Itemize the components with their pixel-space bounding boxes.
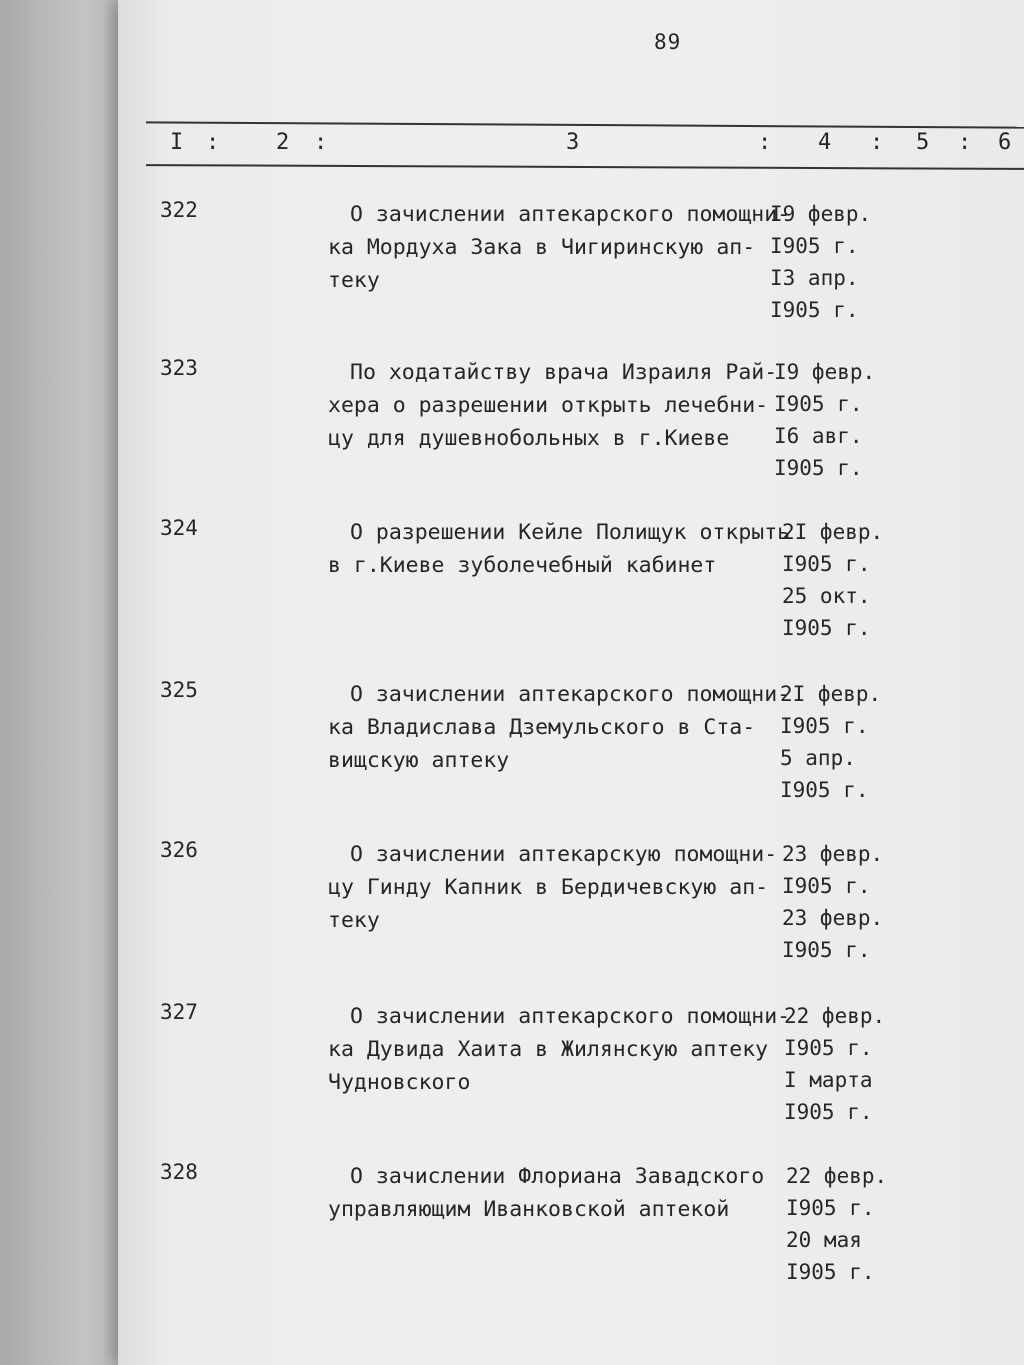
entry-number: 326 — [160, 838, 198, 862]
entry-324 — [118, 516, 1024, 646]
date-line: I905 г. — [784, 1100, 873, 1124]
description-line: О зачислении аптекарского помощни- — [350, 682, 791, 707]
column-separator: : — [314, 130, 328, 155]
description-line: Чудновского — [328, 1070, 471, 1095]
entry-325 — [118, 678, 1024, 808]
entry-description — [328, 838, 778, 937]
date-line: I905 г. — [774, 392, 863, 416]
header-rule-bottom — [146, 164, 1024, 170]
description-line: хера о разрешении открыть лечебни- — [328, 393, 769, 418]
column-header-row — [118, 130, 1024, 162]
entry-dates — [780, 678, 900, 806]
description-line: О разрешении Кейле Полищук открыть — [350, 520, 791, 545]
column-header-3: 3 — [566, 130, 580, 155]
column-separator: : — [206, 130, 220, 155]
column-separator: : — [758, 130, 772, 155]
date-line: I905 г. — [782, 552, 871, 576]
date-line: I905 г. — [782, 874, 871, 898]
column-separator: : — [958, 130, 972, 155]
entry-323 — [118, 356, 1024, 486]
date-line: I3 апр. — [770, 266, 859, 290]
description-line: По ходатайству врача Израиля Рай- — [350, 360, 778, 385]
entry-dates — [774, 356, 894, 484]
document-sheet — [118, 0, 1024, 1365]
entry-number: 327 — [160, 1000, 198, 1024]
column-header-6: 6 — [998, 130, 1012, 155]
date-line: I905 г. — [786, 1196, 875, 1220]
entry-number: 325 — [160, 678, 198, 702]
entry-dates — [784, 1000, 904, 1128]
date-line: I9 февр. — [770, 202, 872, 226]
date-line: I905 г. — [780, 714, 869, 738]
entry-description — [328, 356, 778, 455]
date-line: 5 апр. — [780, 746, 856, 770]
entry-number: 324 — [160, 516, 198, 540]
entry-dates — [782, 838, 902, 966]
date-line: I905 г. — [770, 234, 859, 258]
entry-dates — [786, 1160, 906, 1288]
date-line: 2I февр. — [780, 682, 882, 706]
date-line: 23 февр. — [782, 906, 884, 930]
date-line: I905 г. — [782, 938, 871, 962]
description-line: теку — [328, 268, 380, 293]
description-line: ка Дувида Хаита в Жилянскую аптеку — [328, 1037, 769, 1062]
date-line: I905 г. — [770, 298, 859, 322]
date-line: I905 г. — [784, 1036, 873, 1060]
entry-328 — [118, 1160, 1024, 1290]
description-line: О зачислении аптекарского помощни- — [350, 1004, 791, 1029]
entry-number: 323 — [160, 356, 198, 380]
column-header-2: 2 — [276, 130, 290, 155]
date-line: 22 февр. — [784, 1004, 886, 1028]
date-line: I905 г. — [780, 778, 869, 802]
date-line: I9 февр. — [774, 360, 876, 384]
entry-description — [328, 678, 791, 777]
date-line: 22 февр. — [786, 1164, 888, 1188]
page-number: 89 — [654, 30, 682, 54]
description-line: цу Гинду Капник в Бердичевскую ап- — [328, 875, 769, 900]
entry-322 — [118, 198, 1024, 328]
column-header-4: 4 — [818, 130, 832, 155]
entry-number: 328 — [160, 1160, 198, 1184]
date-line: I6 авг. — [774, 424, 863, 448]
description-line: цу для душевнобольных в г.Киеве — [328, 426, 730, 451]
description-line: ка Мордуха Зака в Чигиринскую ап- — [328, 235, 756, 260]
date-line: 20 мая — [786, 1228, 862, 1252]
date-line: I905 г. — [786, 1260, 875, 1284]
description-line: О зачислении Флориана Завадского — [350, 1164, 765, 1189]
entry-dates — [770, 198, 890, 326]
entry-description — [328, 1000, 791, 1099]
header-rule-top — [146, 121, 1024, 128]
entry-description — [328, 198, 791, 297]
column-separator: : — [870, 130, 884, 155]
entry-326 — [118, 838, 1024, 968]
description-line: в г.Киеве зуболечебный кабинет — [328, 553, 717, 578]
date-line: I марта — [784, 1068, 873, 1092]
date-line: I905 г. — [782, 616, 871, 640]
description-line: О зачислении аптекарскую помощни- — [350, 842, 778, 867]
description-line: управляющим Иванковской аптекой — [328, 1197, 730, 1222]
column-header-1: I — [170, 130, 184, 155]
column-header-5: 5 — [916, 130, 930, 155]
entry-327 — [118, 1000, 1024, 1130]
date-line: 25 окт. — [782, 584, 871, 608]
entry-description — [328, 1160, 778, 1226]
description-line: вищскую аптеку — [328, 748, 510, 773]
description-line: теку — [328, 908, 380, 933]
date-line: I905 г. — [774, 456, 863, 480]
description-line: ка Владислава Дземульского в Ста- — [328, 715, 756, 740]
description-line: О зачислении аптекарского помощни- — [350, 202, 791, 227]
entry-number: 322 — [160, 198, 198, 222]
entry-dates — [782, 516, 902, 644]
date-line: 23 февр. — [782, 842, 884, 866]
entry-description — [328, 516, 791, 582]
date-line: 2I февр. — [782, 520, 884, 544]
